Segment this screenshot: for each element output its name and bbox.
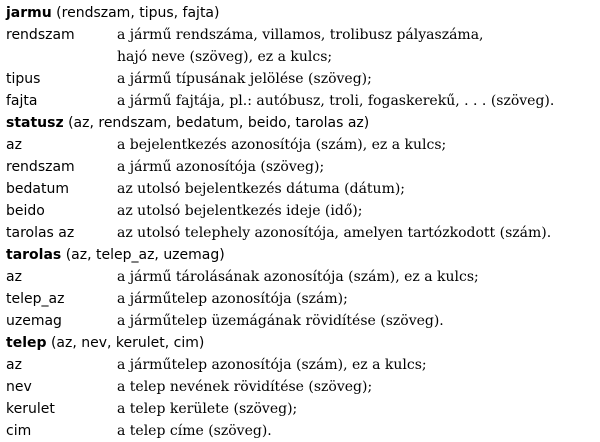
description-line: a járműtelep azonosítója (szám), ez a kulcs; <box>117 357 427 373</box>
field-name: az <box>6 357 22 373</box>
field-row <box>6 134 596 156</box>
field-description <box>117 68 596 90</box>
field-description <box>117 420 596 442</box>
field-row <box>6 178 596 200</box>
table-heading <box>6 244 596 266</box>
field-row <box>6 156 596 178</box>
description-line: az utolsó telephely azonosítója, amelyen tartózkodott (szám). <box>117 225 552 241</box>
field-description <box>117 288 596 310</box>
field-name: telep_az <box>6 291 65 307</box>
table-columns: (az, nev, kerulet, cim) <box>50 335 205 351</box>
field-name: az <box>6 137 22 153</box>
field-description <box>117 156 596 178</box>
field-description <box>117 178 596 200</box>
field-row <box>6 68 596 90</box>
field-name: beido <box>6 203 45 219</box>
field-row <box>6 376 596 398</box>
description-line: a jármű azonosítója (szöveg); <box>117 159 325 175</box>
schema-document <box>6 2 596 442</box>
table-name: statusz <box>6 115 64 131</box>
field-row <box>6 354 596 376</box>
description-line: a telep címe (szöveg). <box>117 423 272 439</box>
field-row <box>6 288 596 310</box>
description-line: a telep kerülete (szöveg); <box>117 401 298 417</box>
field-row <box>6 420 596 442</box>
description-line: az utolsó bejelentkezés dátuma (dátum); <box>117 181 406 197</box>
table-columns: (az, rendszam, bedatum, beido, tarolas az) <box>68 115 370 131</box>
field-row <box>6 200 596 222</box>
description-line: a járműtelep üzemágának rövidítése (szöveg). <box>117 313 444 329</box>
field-name: uzemag <box>6 313 62 329</box>
table-name: jarmu <box>6 5 52 21</box>
field-row <box>6 398 596 420</box>
field-description <box>117 398 596 420</box>
table-name: telep <box>6 335 47 351</box>
description-line: a jármű tárolásának azonosítója (szám), ez a kulcs; <box>117 269 479 285</box>
table-columns: (az, telep_az, uzemag) <box>65 247 225 263</box>
field-name: rendszam <box>6 159 75 175</box>
description-line: a járműtelep azonosítója (szám); <box>117 291 348 307</box>
field-description <box>117 266 596 288</box>
field-name: nev <box>6 379 32 395</box>
field-description <box>117 24 596 68</box>
field-description <box>117 90 596 112</box>
field-name: tarolas az <box>6 225 75 241</box>
field-row <box>6 222 596 244</box>
description-line: a jármű rendszáma, villamos, trolibusz pályaszáma, <box>117 27 484 43</box>
description-line: hajó neve (szöveg), ez a kulcs; <box>117 49 333 65</box>
field-name: tipus <box>6 71 41 87</box>
field-name: az <box>6 269 22 285</box>
table-columns: (rendszam, tipus, fajta) <box>56 5 220 21</box>
field-description <box>117 200 596 222</box>
field-name: fajta <box>6 93 38 109</box>
field-row <box>6 310 596 332</box>
field-description <box>117 222 596 244</box>
table-heading <box>6 2 596 24</box>
description-line: a telep nevének rövidítése (szöveg); <box>117 379 373 395</box>
description-line: a jármű típusának jelölése (szöveg); <box>117 71 372 87</box>
field-description <box>117 134 596 156</box>
field-row <box>6 266 596 288</box>
field-name: cim <box>6 423 32 439</box>
field-row <box>6 24 596 68</box>
table-name: tarolas <box>6 247 62 263</box>
table-heading <box>6 332 596 354</box>
field-row <box>6 90 596 112</box>
table-heading <box>6 112 596 134</box>
field-description <box>117 376 596 398</box>
field-name: kerulet <box>6 401 55 417</box>
field-name: rendszam <box>6 27 75 43</box>
field-description <box>117 354 596 376</box>
field-description <box>117 310 596 332</box>
description-line: az utolsó bejelentkezés ideje (idő); <box>117 203 363 219</box>
description-line: a bejelentkezés azonosítója (szám), ez a kulcs; <box>117 137 447 153</box>
field-name: bedatum <box>6 181 69 197</box>
description-line: a jármű fajtája, pl.: autóbusz, troli, fogaskerekű, . . . (szöveg). <box>117 93 555 109</box>
